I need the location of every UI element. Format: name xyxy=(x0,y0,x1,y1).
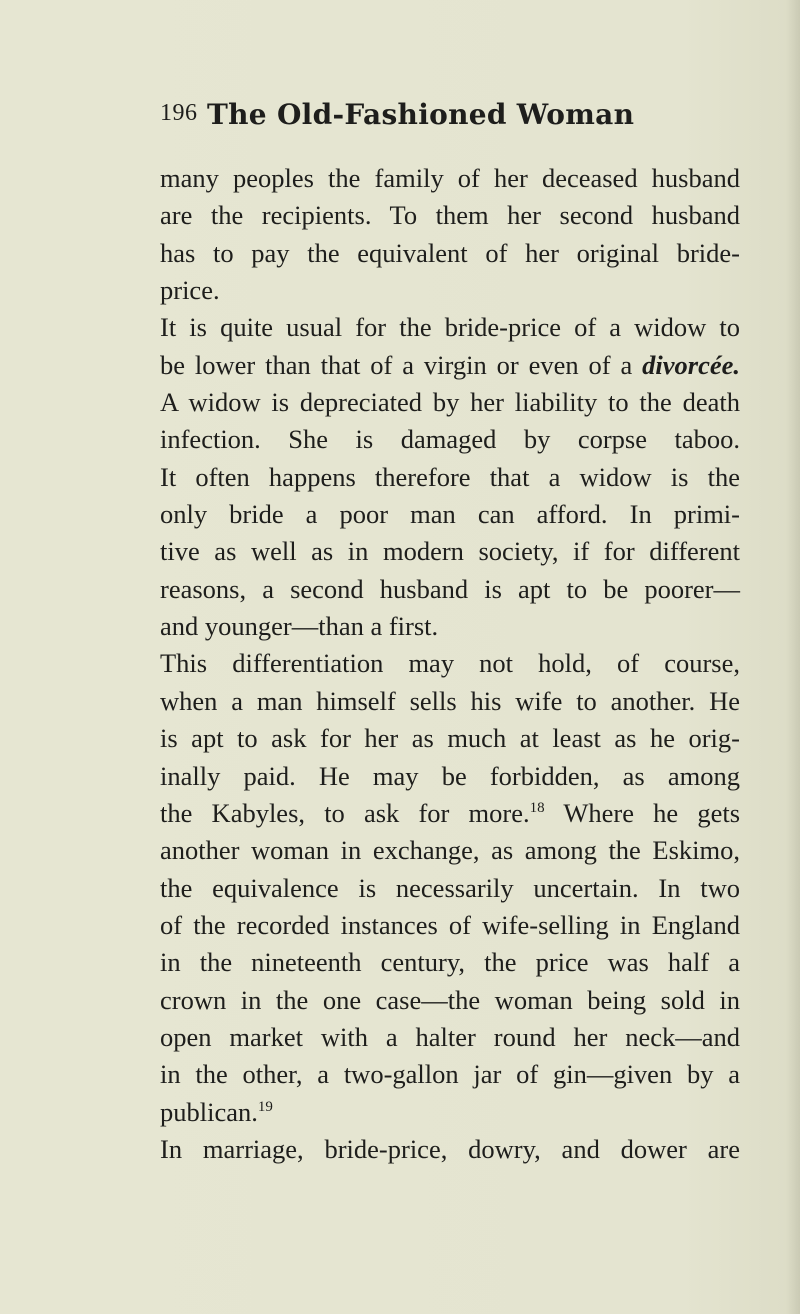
text-line xyxy=(160,795,740,832)
text-line: In marriage, bride-price, dowry, and dower are xyxy=(160,1133,740,1164)
italic-word: divorcée. xyxy=(642,349,741,380)
text-line xyxy=(160,1094,740,1131)
text-line: many peoples the family of her deceased husband xyxy=(160,163,740,193)
line-text: the Kabyles, to ask for more. xyxy=(160,797,530,828)
page-edge-shadow xyxy=(786,0,800,1314)
text-line: are the recipients. To them her second husband xyxy=(160,200,740,231)
line-text: be lower than that of a virgin or even of a xyxy=(160,349,633,380)
text-line: in the other, a two-gallon jar of gin—given by a xyxy=(160,1059,740,1090)
text-line: of the recorded instances of wife-selling in England xyxy=(160,909,740,940)
line-text: Where he gets xyxy=(563,797,741,828)
text-line: is apt to ask for her as much at least as he orig- xyxy=(160,723,740,754)
text-line: It often happens therefore that a widow is the xyxy=(160,461,740,492)
text-line: infection. She is damaged by corpse taboo. xyxy=(160,424,740,455)
text-line: the equivalence is necessarily uncertain. In two xyxy=(160,872,740,903)
text-line: tive as well as in modern society, if for different xyxy=(160,536,740,567)
text-line xyxy=(160,347,740,384)
text-line: in the nineteenth century, the price was half a xyxy=(160,947,740,978)
text-line: reasons, a second husband is apt to be poorer— xyxy=(160,573,740,604)
text-line: another woman in exchange, as among the Eskimo, xyxy=(160,835,740,866)
line-text: publican. xyxy=(160,1096,258,1127)
running-head xyxy=(160,98,760,138)
text-line: inally paid. He may be forbidden, as among xyxy=(160,760,740,791)
text-line: crown in the one case—the woman being sold in xyxy=(160,984,740,1015)
text-line: price. xyxy=(160,275,220,306)
text-line: only bride a poor man can afford. In primi- xyxy=(160,499,740,530)
running-title: The Old-Fashioned Woman xyxy=(207,98,635,131)
text-line: and younger—than a first. xyxy=(160,611,439,642)
text-line: This differentiation may not hold, of course, xyxy=(160,648,740,679)
body-text xyxy=(160,160,740,1168)
footnote-marker: 18 xyxy=(529,800,545,817)
text-line: It is quite usual for the bride-price of a widow to xyxy=(160,312,740,343)
text-line: A widow is depreciated by her liability to the death xyxy=(160,387,740,418)
text-line: has to pay the equivalent of her original bride- xyxy=(160,237,740,268)
text-line: when a man himself sells his wife to another. He xyxy=(160,685,740,716)
page-number: 196 xyxy=(160,100,198,126)
text-line: open market with a halter round her neck—and xyxy=(160,1021,740,1052)
footnote-marker: 19 xyxy=(257,1098,273,1115)
